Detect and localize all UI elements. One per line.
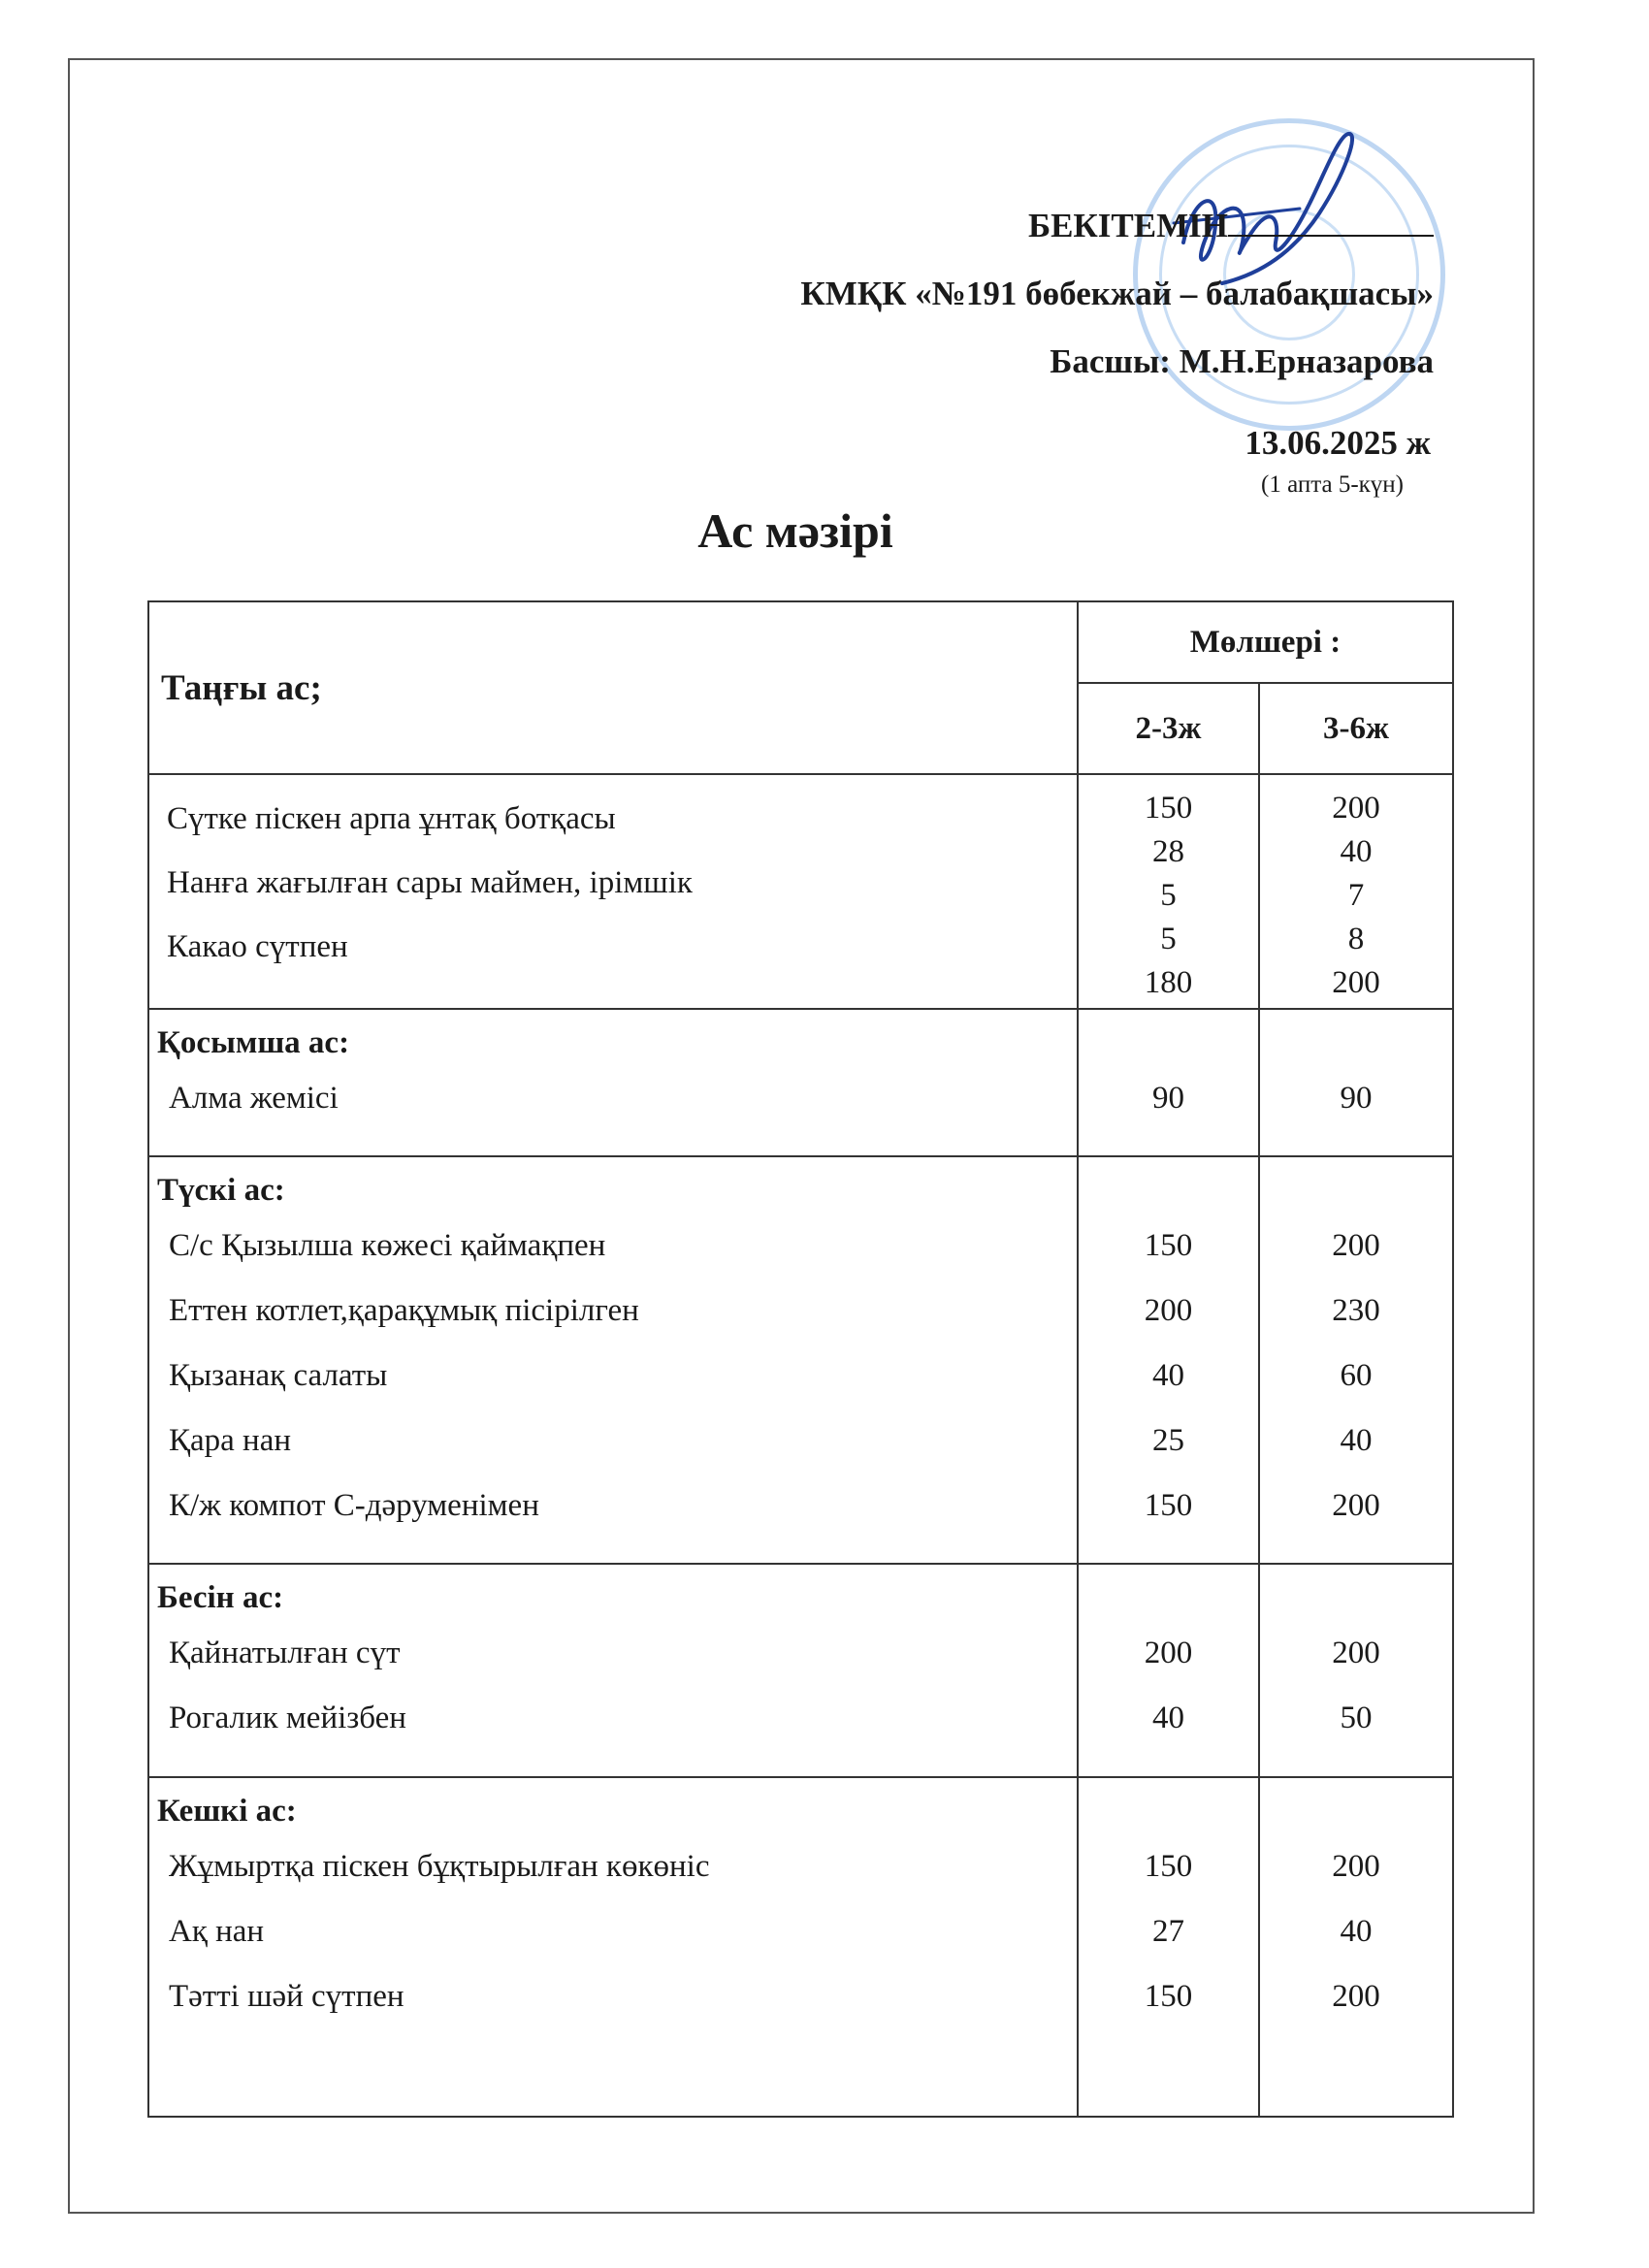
- qty-value: 230: [1332, 1293, 1380, 1328]
- qty-value: 150: [1144, 1488, 1193, 1523]
- qty-value: 27: [1152, 1914, 1184, 1949]
- lunch-qty-2-3: [1078, 1156, 1259, 1564]
- afternoon-qty-3-6: [1259, 1564, 1453, 1777]
- qty-value: 40: [1152, 1701, 1184, 1735]
- qty-value: 200: [1332, 791, 1380, 826]
- list-item: Қызанақ салаты: [169, 1358, 388, 1393]
- list-item: К/ж компот С-дәруменімен: [169, 1488, 539, 1523]
- qty-value: 200: [1144, 1636, 1193, 1670]
- list-item: Какао сүтпен: [167, 929, 348, 964]
- dinner-qty-2-3: [1078, 1777, 1259, 2117]
- dinner-items: [148, 1777, 1078, 2117]
- approval-head: Басшы: М.Н.Ерназарова: [1050, 342, 1434, 380]
- qty-value: 180: [1144, 965, 1193, 1000]
- qty-value: 40: [1340, 1914, 1373, 1949]
- approval-title-text: БЕКІТЕМІН: [1027, 207, 1228, 244]
- qty-value: 90: [1152, 1081, 1184, 1116]
- snack-row: [148, 1009, 1453, 1156]
- qty-value: 25: [1152, 1423, 1184, 1458]
- qty-value: 40: [1340, 834, 1373, 869]
- qty-value: 200: [1332, 1228, 1380, 1263]
- breakfast-qty-3-6: [1259, 774, 1453, 1009]
- qty-value: 8: [1347, 922, 1365, 956]
- list-item: Сүтке піскен арпа ұнтақ ботқасы: [167, 801, 616, 836]
- list-item: Ақ нан: [169, 1914, 265, 1949]
- meal-header: Таңғы ас;: [148, 601, 1078, 774]
- qty-value: 200: [1332, 1488, 1380, 1523]
- lunch-row: [148, 1156, 1453, 1564]
- afternoon-snack-row: [148, 1564, 1453, 1777]
- qty-value: 150: [1144, 1849, 1193, 1884]
- lunch-items: [148, 1156, 1078, 1564]
- list-item: Жұмыртқа піскен бұқтырылған көкөніс: [169, 1849, 710, 1884]
- qty-value: 40: [1152, 1358, 1184, 1393]
- breakfast-items: [148, 774, 1078, 1009]
- qty-value: 28: [1152, 834, 1184, 869]
- menu-table: [147, 600, 1454, 2118]
- qty-value: 200: [1332, 1849, 1380, 1884]
- breakfast-row: [148, 774, 1453, 1009]
- afternoon-items: [148, 1564, 1078, 1777]
- list-item: С/с Қызылша көжесі қаймақпен: [169, 1228, 606, 1263]
- approval-title: [1028, 206, 1434, 245]
- amount-header: Мөлшері :: [1078, 601, 1453, 683]
- section-title: Бесін ас:: [157, 1580, 284, 1615]
- age-group-2-3: 2-3ж: [1078, 683, 1259, 774]
- list-item: Алма жемісі: [169, 1081, 339, 1116]
- age-group-3-6: 3-6ж: [1259, 683, 1453, 774]
- qty-value: 50: [1340, 1701, 1373, 1735]
- qty-value: 60: [1340, 1358, 1373, 1393]
- approval-date: 13.06.2025 ж: [1245, 424, 1431, 462]
- list-item: Еттен котлет,қарақұмық пісірілген: [169, 1293, 639, 1328]
- qty-value: 150: [1144, 1228, 1193, 1263]
- section-title: Кешкі ас:: [157, 1794, 297, 1829]
- document-title: Ас мәзірі: [697, 503, 893, 558]
- breakfast-qty-2-3: [1078, 774, 1259, 1009]
- section-title: Қосымша ас:: [157, 1025, 350, 1060]
- snack-qty-2-3: [1078, 1009, 1259, 1156]
- qty-value: 5: [1160, 878, 1177, 913]
- list-item: Тәтті шәй сүтпен: [169, 1979, 404, 2014]
- lunch-qty-3-6: [1259, 1156, 1453, 1564]
- qty-value: 150: [1144, 791, 1193, 826]
- approval-organization: КМҚК «№191 бөбекжай – балабақшасы»: [800, 275, 1434, 312]
- dinner-row: [148, 1777, 1453, 2117]
- list-item: Қара нан: [169, 1423, 292, 1458]
- snack-qty-3-6: [1259, 1009, 1453, 1156]
- qty-value: 200: [1144, 1293, 1193, 1328]
- qty-value: 200: [1332, 1636, 1380, 1670]
- list-item: Қайнатылған сүт: [169, 1636, 401, 1670]
- snack-items: [148, 1009, 1078, 1156]
- approval-week-day: (1 апта 5-күн): [1261, 471, 1404, 498]
- qty-value: 40: [1340, 1423, 1373, 1458]
- qty-value: 5: [1160, 922, 1177, 956]
- list-item: Нанға жағылған сары маймен, ірімшік: [167, 865, 693, 900]
- signature-line: [1228, 206, 1434, 237]
- section-title: Түскі ас:: [157, 1173, 285, 1208]
- qty-value: 200: [1332, 1979, 1380, 2014]
- qty-value: 150: [1144, 1979, 1193, 2014]
- qty-value: 90: [1340, 1081, 1373, 1116]
- qty-value: 200: [1332, 965, 1380, 1000]
- list-item: Рогалик мейізбен: [169, 1701, 406, 1735]
- qty-value: 7: [1347, 878, 1365, 913]
- afternoon-qty-2-3: [1078, 1564, 1259, 1777]
- table-header-row: [148, 601, 1453, 683]
- dinner-qty-3-6: [1259, 1777, 1453, 2117]
